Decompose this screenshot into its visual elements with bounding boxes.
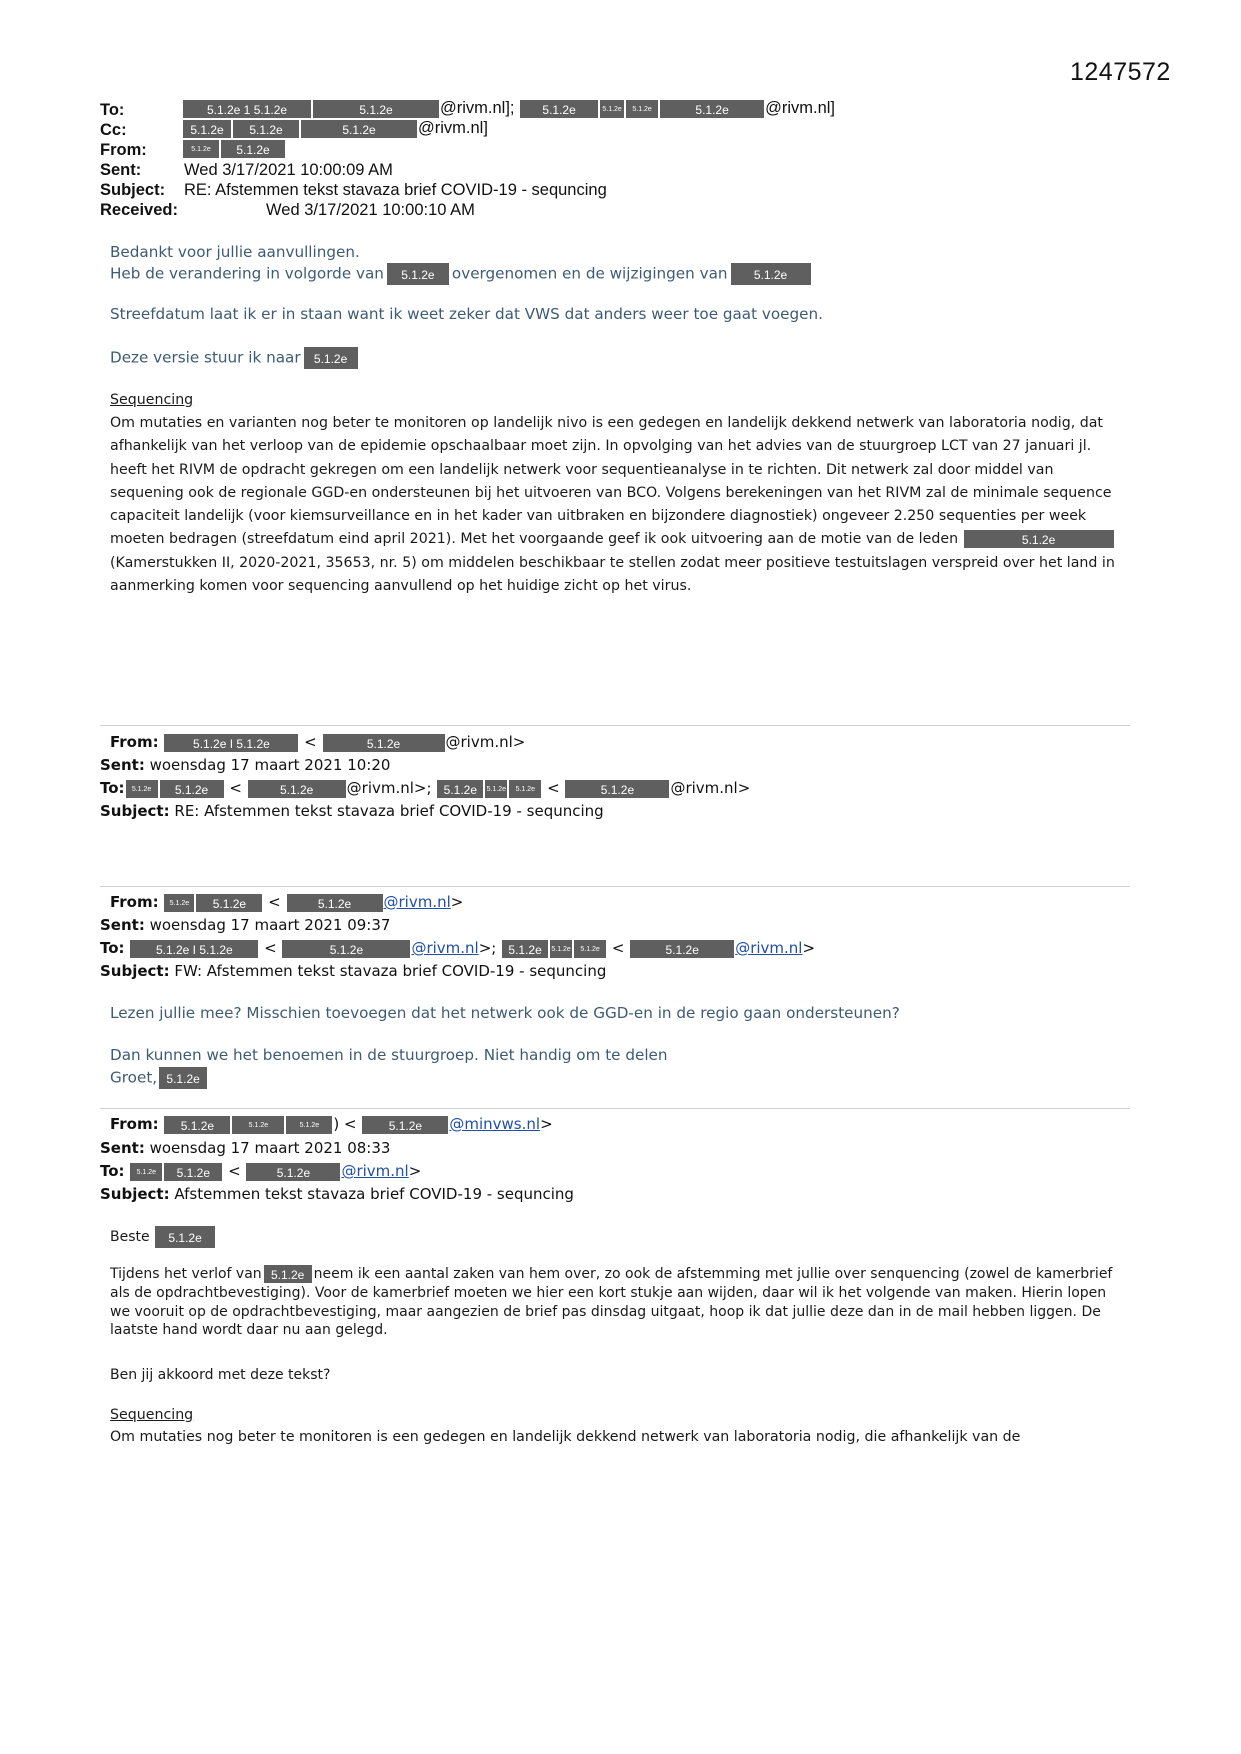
msg3-subject: Subject: FW: Afstemmen tekst stavaza brief COVID-19 - sequncing bbox=[100, 962, 607, 980]
redaction: 5.1.2e bbox=[245, 1162, 341, 1182]
redaction: 5.1.2e bbox=[519, 99, 599, 119]
msg2-subject: Subject: RE: Afstemmen tekst stavaza brief COVID-19 - sequncing bbox=[100, 802, 604, 820]
redaction: 5.1.2e bbox=[599, 99, 625, 119]
redaction: 5.1.2e bbox=[484, 779, 508, 799]
redaction: 5.1.2e bbox=[232, 119, 300, 139]
redaction: 5.1.2e bbox=[625, 99, 659, 119]
redaction: 5.1.2e bbox=[300, 119, 418, 139]
email-domain: @rivm.nl]; bbox=[440, 99, 515, 117]
email-link[interactable]: @rivm.nl bbox=[341, 1162, 409, 1180]
msg3-sent: Sent: woensdag 17 maart 2021 09:37 bbox=[100, 916, 391, 934]
redaction: 5.1.2e bbox=[286, 893, 384, 913]
header-subject-value: RE: Afstemmen tekst stavaza brief COVID-19 - sequncing bbox=[184, 181, 607, 199]
msg4-heading: Sequencing bbox=[110, 1407, 194, 1423]
separator bbox=[100, 725, 1130, 726]
separator bbox=[100, 886, 1130, 887]
redaction: 5.1.2e bbox=[386, 262, 450, 286]
header-from-value bbox=[182, 138, 286, 159]
header-from-label: From: bbox=[100, 141, 147, 159]
header-received-value: Wed 3/17/2021 10:00:10 AM bbox=[266, 201, 475, 219]
redaction: 5.1.2e bbox=[263, 1264, 313, 1284]
redaction: 5.1.2e bbox=[564, 779, 670, 799]
reply-line-3: Streefdatum laat ik er in staan want ik weet zeker dat VWS dat anders weer toe gaat voegen. bbox=[110, 305, 823, 323]
header-sent-label: Sent: bbox=[100, 161, 142, 179]
msg3-to: To: 5.1.2e I 5.1.2e < 5.1.2e @rivm.nl>; 5.1.2e 5.1.2e 5.1.2e < 5.1.2e @rivm.nl> bbox=[100, 939, 816, 957]
redaction: 5.1.2e bbox=[231, 1115, 285, 1135]
msg3-body-3: Groet, 5.1.2e bbox=[110, 1066, 208, 1090]
redaction: 5.1.2e bbox=[281, 939, 411, 959]
msg4-subject: Subject: Afstemmen tekst stavaza brief COVID-19 - sequncing bbox=[100, 1185, 574, 1203]
reply-paragraph: Om mutaties en varianten nog beter te monitoren op landelijk nivo is een gedegen en landelijk dekkend netwerk van laboratoria nodig, dat afhankelijk van het verloop van de epidemie opschaalbaar moet zijn. In opvolging van het advies van de stuurgroep LCT van 27 januari jl. heeft het RIVM de opdracht gekregen om een landelijk netwerk voor sequentieanalyse in te richten. Dit netwerk zal door middel van sequening ook de regionale GGD-en ondersteunen bij het uitvoeren van BCO. Volgens berekeningen van het RIVM zal de minimale sequence capaciteit landelijk (voor kiemsurveillance en in het kader van uitbraken en bijzondere diagnostiek) ongeveer 2.250 sequenties per week moeten bedragen (streefdatum eind april 2021). Met het voorgaande geef ik ook uitvoering aan de motie van de leden 5.1.2e(Kamerstukken II, 2020-2021, 35653, nr. 5) om middelen beschikbaar te stellen zodat meer positieve testuitslagen verspreid over het land in aanmerking komen voor sequencing aanvullend op het huidige zicht op het virus. bbox=[110, 415, 1115, 595]
email-link[interactable]: @minvws.nl bbox=[449, 1115, 541, 1133]
redaction: 5.1.2e bbox=[159, 779, 225, 799]
redaction: 5.1.2e bbox=[285, 1115, 333, 1135]
redaction: 5.1.2e bbox=[163, 1115, 231, 1135]
redaction: 5.1.2e bbox=[322, 733, 446, 753]
redaction: 5.1.2e bbox=[154, 1225, 216, 1249]
redaction: 5.1.2e bbox=[573, 939, 607, 959]
email-link[interactable]: @rivm.nl bbox=[383, 893, 451, 911]
header-to-value bbox=[182, 98, 835, 119]
header-cc-value bbox=[182, 118, 488, 139]
msg4-greeting: Beste 5.1.2e bbox=[110, 1225, 216, 1249]
msg4-to: To: 5.1.2e 5.1.2e < 5.1.2e @rivm.nl> bbox=[100, 1162, 422, 1180]
header-to-label: To: bbox=[100, 101, 125, 119]
msg4-question: Ben jij akkoord met deze tekst? bbox=[110, 1367, 331, 1383]
msg3-body-1: Lezen jullie mee? Misschien toevoegen dat het netwerk ook de GGD-en in de regio gaan ondersteunen? bbox=[110, 1004, 900, 1022]
redaction: 5.1.2e I 5.1.2e bbox=[163, 733, 299, 753]
email-domain: @rivm.nl] bbox=[765, 99, 836, 117]
header-sent-value: Wed 3/17/2021 10:00:09 AM bbox=[184, 161, 393, 179]
redaction: 5.1.2e bbox=[963, 529, 1115, 549]
email-link[interactable]: @rivm.nl bbox=[735, 939, 803, 957]
redaction: 5.1.2e bbox=[312, 99, 440, 119]
redaction: 5.1.2e I 5.1.2e bbox=[129, 939, 259, 959]
redaction: 5.1.2e bbox=[182, 119, 232, 139]
redaction: 5.1.2e bbox=[182, 139, 220, 159]
header-subject-label: Subject: bbox=[100, 181, 166, 199]
redaction: 5.1.2e 1 5.1.2e bbox=[182, 99, 312, 119]
reply-heading: Sequencing bbox=[110, 392, 194, 408]
msg3-from: From: 5.1.2e 5.1.2e < 5.1.2e @rivm.nl> bbox=[110, 893, 464, 911]
redaction: 5.1.2e bbox=[125, 779, 159, 799]
reply-line-4: Deze versie stuur ik naar 5.1.2e bbox=[110, 346, 359, 370]
redaction: 5.1.2e bbox=[303, 346, 359, 370]
msg4-from: From: 5.1.2e 5.1.2e 5.1.2e ) < 5.1.2e @minvws.nl> bbox=[110, 1115, 553, 1133]
redaction: 5.1.2e bbox=[158, 1066, 208, 1090]
msg3-body-2: Dan kunnen we het benoemen in de stuurgroep. Niet handig om te delen bbox=[110, 1046, 668, 1064]
reply-line-1: Bedankt voor jullie aanvullingen. bbox=[110, 243, 360, 261]
redaction: 5.1.2e bbox=[730, 262, 812, 286]
redaction: 5.1.2e bbox=[501, 939, 549, 959]
header-cc-label: Cc: bbox=[100, 121, 127, 139]
msg2-to: To: 5.1.2e 5.1.2e < 5.1.2e @rivm.nl>; 5.1.2e 5.1.2e 5.1.2e < 5.1.2e @rivm.nl> bbox=[100, 779, 751, 797]
separator bbox=[100, 1108, 1130, 1109]
redaction: 5.1.2e bbox=[195, 893, 263, 913]
document-number: 1247572 bbox=[1070, 58, 1171, 86]
msg2-from: From: 5.1.2e I 5.1.2e < 5.1.2e @rivm.nl> bbox=[110, 733, 526, 751]
redaction: 5.1.2e bbox=[247, 779, 347, 799]
redaction: 5.1.2e bbox=[361, 1115, 449, 1135]
redaction: 5.1.2e bbox=[436, 779, 484, 799]
msg4-paragraph-2: Om mutaties nog beter te monitoren is een gedegen en landelijk dekkend netwerk van laboratoria nodig, die afhankelijk van de bbox=[110, 1429, 1021, 1445]
redaction: 5.1.2e bbox=[163, 893, 195, 913]
email-link[interactable]: @rivm.nl bbox=[411, 939, 479, 957]
redaction: 5.1.2e bbox=[659, 99, 765, 119]
redaction: 5.1.2e bbox=[549, 939, 573, 959]
redaction: 5.1.2e bbox=[163, 1162, 223, 1182]
msg4-paragraph-1: Tijdens het verlof van 5.1.2e neem ik een aantal zaken van hem over, zo ook de afstemming met jullie over senquencing (zowel de kamerbrief als de opdrachtbevestiging). Voor de kamerbrief moeten we hier een kort stukje aan wijden, daar wil ik het volgende van maken. Hierin lopen we vooruit op de opdrachtbevestiging, maar aangezien de brief pas dinsdag uitgaat, hoop ik dat jullie deze dan in de mail hebben liggen. De laatste hand wordt daar nu aan gelegd. bbox=[110, 1266, 1113, 1338]
redaction: 5.1.2e bbox=[629, 939, 735, 959]
msg4-sent: Sent: woensdag 17 maart 2021 08:33 bbox=[100, 1139, 391, 1157]
email-domain: @rivm.nl] bbox=[418, 119, 488, 137]
reply-line-2: Heb de verandering in volgorde van 5.1.2e overgenomen en de wijzigingen van 5.1.2e bbox=[110, 262, 812, 286]
redaction: 5.1.2e bbox=[129, 1162, 163, 1182]
redaction: 5.1.2e bbox=[508, 779, 542, 799]
header-received-label: Received: bbox=[100, 201, 178, 219]
msg2-sent: Sent: woensdag 17 maart 2021 10:20 bbox=[100, 756, 391, 774]
redaction: 5.1.2e bbox=[220, 139, 286, 159]
